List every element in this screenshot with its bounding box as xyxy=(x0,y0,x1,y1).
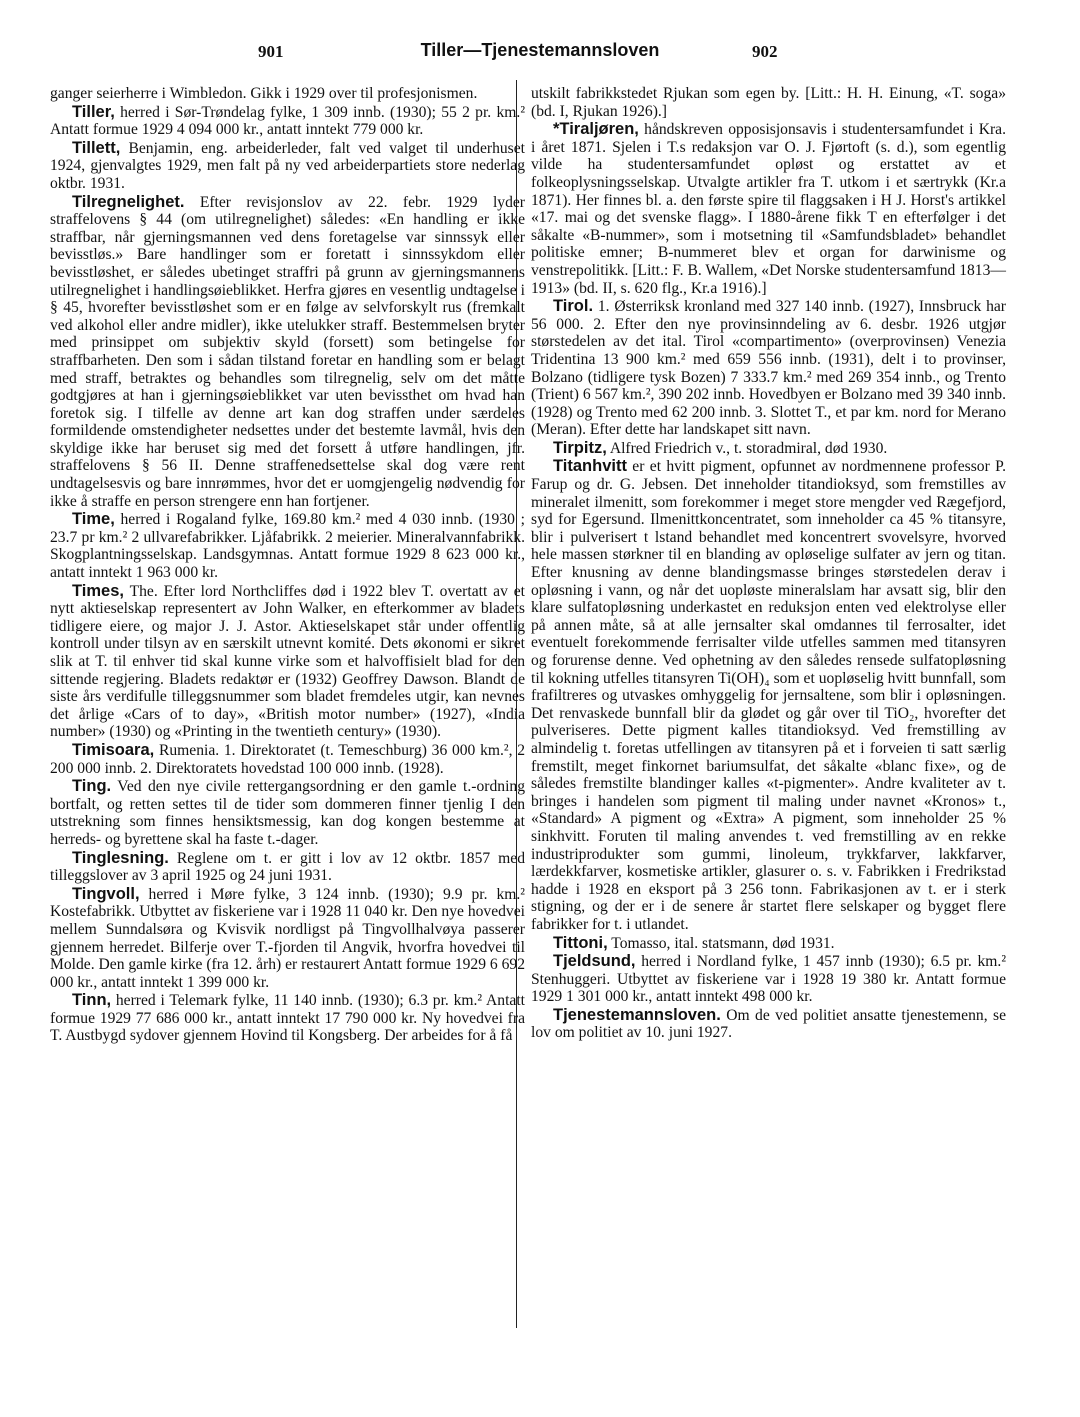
left-column xyxy=(50,84,525,1045)
headword: Tinn, xyxy=(72,991,112,1010)
entry-timisoara: Timisoara, Rumenia. 1. Direktoratet (t. Temeschburg) 36 000 km.², 2 200 000 innb. 2. Direktoratets hovedstad 100 000 innb. (1928). xyxy=(50,740,525,777)
headword: Timisoara, xyxy=(72,740,155,759)
entry-tjenestemannsloven: Tjenestemannsloven. Om de ved politiet ansatte tjenestemenn, se lov om politiet av 10. juni 1927. xyxy=(531,1005,1006,1042)
headword: Tingvoll, xyxy=(72,884,140,903)
entry-titanhvitt: Titanhvitt er et hvitt pigment, opfunnet av nordmennene professor P. Farup og dr. G. Jebsen. Det inneholder titandioksyd, som fremstilles av mineralet ilmenitt, som forekommer i meget store mengder ved Rægefjord, syd for Egersund. Ilmenittkoncentratet, som inneholder ca 45 % titansyre, blir i pulverisert t lstand behandlet med koncentrert svovelsyre, hvorved hele massen størkner til en blanding av opløselige sulfater av jern og titan. Efter knusning av denne blandingsmasse bringes størstedelen derav i opløsning i vann, og når det uopløste mineralslam har avsatt sig, blir den klare sulfatopløsning underkastet en reduksjon enten ved elektrolyse eller på annen måte, så at alle jernsalter skal omdannes til ferrosalter, idet eventuelt forekommende ferrisalter vilde utfelles sammen med titansyren og forurense denne. Ved ophetning av den således rensede sulfatopløsning til kokning utfelles titansyren Ti(OH)₄ som et uopløselig hvitt bunnfall, som frafiltreres og utvaskes omhyggelig for jernsaltene, som blir i opløsningen. Det renvaskede bunnfall blir da glødet og går over til TiO₂, hvorefter det pulveriseres. Dette pigment kalles titandioksyd. Ved fremstilling av almindelig t. foretas utfellingen av titansyren på et i forveien ti satt særlig fremstilt, meget finkornet bariumsulfat, det såkalte «blanc fixe», og de således fremstilte blandinger kalles «t-pigmenter». Andre kvaliteter av t. bringes i handelen som pigment til maling under navnet «Kronos» t., «Standard» A pigment og «Extra» A pigment, som inneholder 25 % sinkhvitt. Foruten til maling anvendes t. ved fremstilling av en rekke industriprodukter som gummi, linoleum, trykkfarver, lakkfarver, lærdekkfarver, kosmetiske artikler, glasurer o. s. v. Fabrikken i Fredrikstad hadde i 1928 en eksport på 3 256 tonn. Fabrikasjonen av t. er i sterk stigning, og der er i de senere år startet flere selskaper og bygget flere fabrikker for t. i utlandet. xyxy=(531,457,1006,933)
entry-tiller: Tiller, herred i Sør-Trøndelag fylke, 1 309 innb. (1930); 55 2 pr. km.² Antatt formue 1929 4 094 000 kr., antatt inntekt 779 000 kr. xyxy=(50,102,525,139)
entry-tinglesning: Tinglesning. Reglene om t. er gitt i lov av 12 oktbr. 1857 med tilleggslover av 3 april 1925 og 24 juni 1931. xyxy=(50,848,525,885)
headword: Tinglesning. xyxy=(72,848,169,867)
headword: Tiller, xyxy=(72,102,115,121)
entry-tinn: Tinn, herred i Telemark fylke, 11 140 innb. (1930); 6.3 pr. km.² Antatt formue 1929 77 686 000 kr., antatt inntekt 17 790 000 kr. Ny hovedvei fra T. Austbygd sydover gjennem Hovind til Kongsberg. Der arbeides for å få xyxy=(50,991,525,1045)
headword: Ting. xyxy=(72,777,112,796)
entry-time: Time, herred i Rogaland fylke, 169.80 km.² med 4 030 innb. (1930 ; 23.7 pr km.² 2 ullvarefabrikker. Ljåfabrikk. 2 meierier. Mineralvannfabrikk. Skogplantningsselskap. Landsgymnas. Antatt formue 1929 8 623 000 kr., antatt inntekt 1 963 000 kr. xyxy=(50,510,525,582)
entry-tillett: Tillett, Benjamin, eng. arbeiderleder, falt ved valget til underhuset 1924, gjenvalgtes 1929, men falt på ny ved arbeiderpartiets store nederlag oktbr. 1931. xyxy=(50,138,525,192)
headword: Tirol. xyxy=(553,297,594,316)
page-number-right: 902 xyxy=(752,42,778,61)
entry-continuation: ganger seierherre i Wimbledon. Gikk i 1929 over til profesjonismen. xyxy=(50,85,478,102)
headword: Tillett, xyxy=(72,138,121,157)
entry-tittoni: Tittoni, Tomasso, ital. statsmann, død 1931. xyxy=(553,933,835,952)
entry-tilregnelighet: Tilregnelighet. Efter revisjonslov av 22. febr. 1929 lyder straffelovens § 44 (om utilregnelighet) således: «En handling er ikke straffbar, når gjerningsmannen ved dens foretagelse var sinnssyk eller bevisstløs.» Bare handlinger som er foretatt i sinnssykdom eller bevisstløshet, er således ubetinget straffri på grunn av gjerningsmannens utilregnelighet i handlingsøieblikket. Herfra gjøres en vesentlig undtagelse i § 45, hvorefter bevisstløshet som er en følge av selvforskylt rus (fremkalt ved alkohol eller andre midler), ikke utelukker straff. Bestemmelsen bryter med prinsippet om subjektiv skyld (forsett) som betingelse for straffbarheten. Den som i sådan tilstand foretar en handling som er belagt med straff, betraktes og behandles som tilregnelig, selv om det måtte godtgjøres at han i gjerningsøieblikket var uten bevissthet om hvad han foretok sig. I tilfelle av denne art kan dog straffen under særdeles formildende omstendigheter nedsettes under det bestemte lavmål, hvis den skyldige ikke har beruset sig med det forsett å utføre handlingen, jfr. straffelovens § 56 II. Denne straffenedsettelse skal dog være rent undtagelsesvis og bare innrømmes, hvor det er uomgjengelig nødvendig for ikke å straffe en person strengere enn han fortjener. xyxy=(50,192,525,510)
headword: Tirpitz, xyxy=(553,438,607,457)
headword: Tjenestemannsloven. xyxy=(553,1005,721,1024)
entry-continuation: utskilt fabrikkstedet Rjukan som egen by. [Litt.: H. H. Einung, «T. soga» (bd. I, Rjukan 1926).] xyxy=(531,85,1006,120)
entry-tirpitz: Tirpitz, Alfred Friedrich v., t. storadmiral, død 1930. xyxy=(553,438,888,457)
page-header xyxy=(0,42,1080,70)
entry-tjeldsund: Tjeldsund, herred i Nordland fylke, 1 457 innb (1930); 6.5 pr. km.² Stenhuggeri. Utbyttet av fiskeriene var i 1928 19 380 kr. Antatt formue 1929 1 301 000 kr., antatt inntekt 498 000 kr. xyxy=(531,952,1006,1006)
entry-times: Times, The. Efter lord Northcliffes død i 1922 blev T. overtatt av et nytt aktieselskap representert av John Walker, en efterkommer av bladets tidligere eiere, og major J. J. Astor. Aktieselskapet står under offentlig kontroll under tilsyn av en særskilt utnevnt komité. Dets økonomi er sikret slik at T. til enhver tid skal kunne virke som et halvoffisielt blad for den sittende regjering. Bladets redaktør er (1932) Geoffrey Dawson. Blandt de siste års verdifulle tilleggsnummer som bladet fremdeles utgir, kan nevnes det årlige «Cars of to day», «British motor number» (1927), «India number» (1930) og «Printing in the twentieth century» (1930). xyxy=(50,581,525,741)
page-number-left: 901 xyxy=(258,42,284,61)
headword: Times, xyxy=(72,581,124,600)
headword: *Tiraljøren, xyxy=(553,120,639,139)
headword: Titanhvitt xyxy=(553,457,627,476)
entry-tirol: Tirol. 1. Østerriksk kronland med 327 140 innb. (1927), Innsbruck har 56 000. 2. Efter den nye provinsinndeling av 6. desbr. 1926 utgjør størstedelen av det ital. Tirol «compartimento» (overprovinsen) Venezia Tridentina 13 900 km.² med 659 556 innb. (1931), delt i to provinser, Bolzano (tidligere tysk Bozen) 7 333.7 km.² med 269 354 innb., og Trento (Trient) 6 567 km.², 390 202 innb. Hovedbyen er Bolzano med 39 340 innb. (1928) og Trento med 62 200 innb. 3. Slottet T., et par km. nord for Merano (Meran). Efter dette har landskapet sitt navn. xyxy=(531,297,1006,439)
headword: Tilregnelighet. xyxy=(72,192,185,211)
entry-ting: Ting. Ved den nye civile rettergangsordning er den gamle t.-ordning bortfalt, og retten settes til de tider som dommeren finner tjenlig I den utstrekning som finnes hensiktsmessig, kan dog kongen bestemme at herreds- og byrettene skal ha faste t.-dager. xyxy=(50,777,525,848)
entry-tingvoll: Tingvoll, herred i Møre fylke, 3 124 innb. (1930); 9.9 pr. km.² Kostefabrikk. Utbyttet av fiskeriene var i 1928 11 040 kr. Den nye hovedvei mellem Sunndalsøra og Kvisvik nordligst på Tingvollhalvøya passerer gjennem herredet. Bilferje over T.-fjorden til Angvik, hvorfra hovedvei til Molde. Den gamle kirke (fra 12. årh) er restaurert Antatt formue 1929 6 692 000 kr., antatt inntekt 1 399 000 kr. xyxy=(50,884,526,991)
running-head: Tiller—Tjenestemannsloven xyxy=(420,40,660,60)
headword: Tittoni, xyxy=(553,933,608,952)
right-column xyxy=(531,84,1006,1042)
entry-tiraljoren: *Tiraljøren, håndskreven opposisjonsavis i studentersamfundet i Kra. i året 1871. Sjelen i T.s redaksjon var O. J. Fjørtoft (s. d.), som egentlig vilde ha studentersamfundet opløst og erstattet av et folkeoplysningsselskap. Utvalgte artikler fra T. utkom i et særtrykk (Kr.a 1871). Her finnes bl. a. den første spire til flaggsaken i H J. Horst's artikkel «17. mai og det svenske flagg». I 1880-årene fikk T en efterfølger i det såkalte «B-nummer», som i motsetning til «Samfundsbladet» behandlet politiske emner; B-nummeret blev et organ for darwinisme og venstrepolitikk. [Litt.: F. B. Wallem, «Det Norske studentersamfund 1813—1913» (bd. II, s. 620 flg., Kr.a 1916).] xyxy=(531,120,1006,297)
headword: Tjeldsund, xyxy=(553,952,636,971)
headword: Time, xyxy=(72,510,115,529)
